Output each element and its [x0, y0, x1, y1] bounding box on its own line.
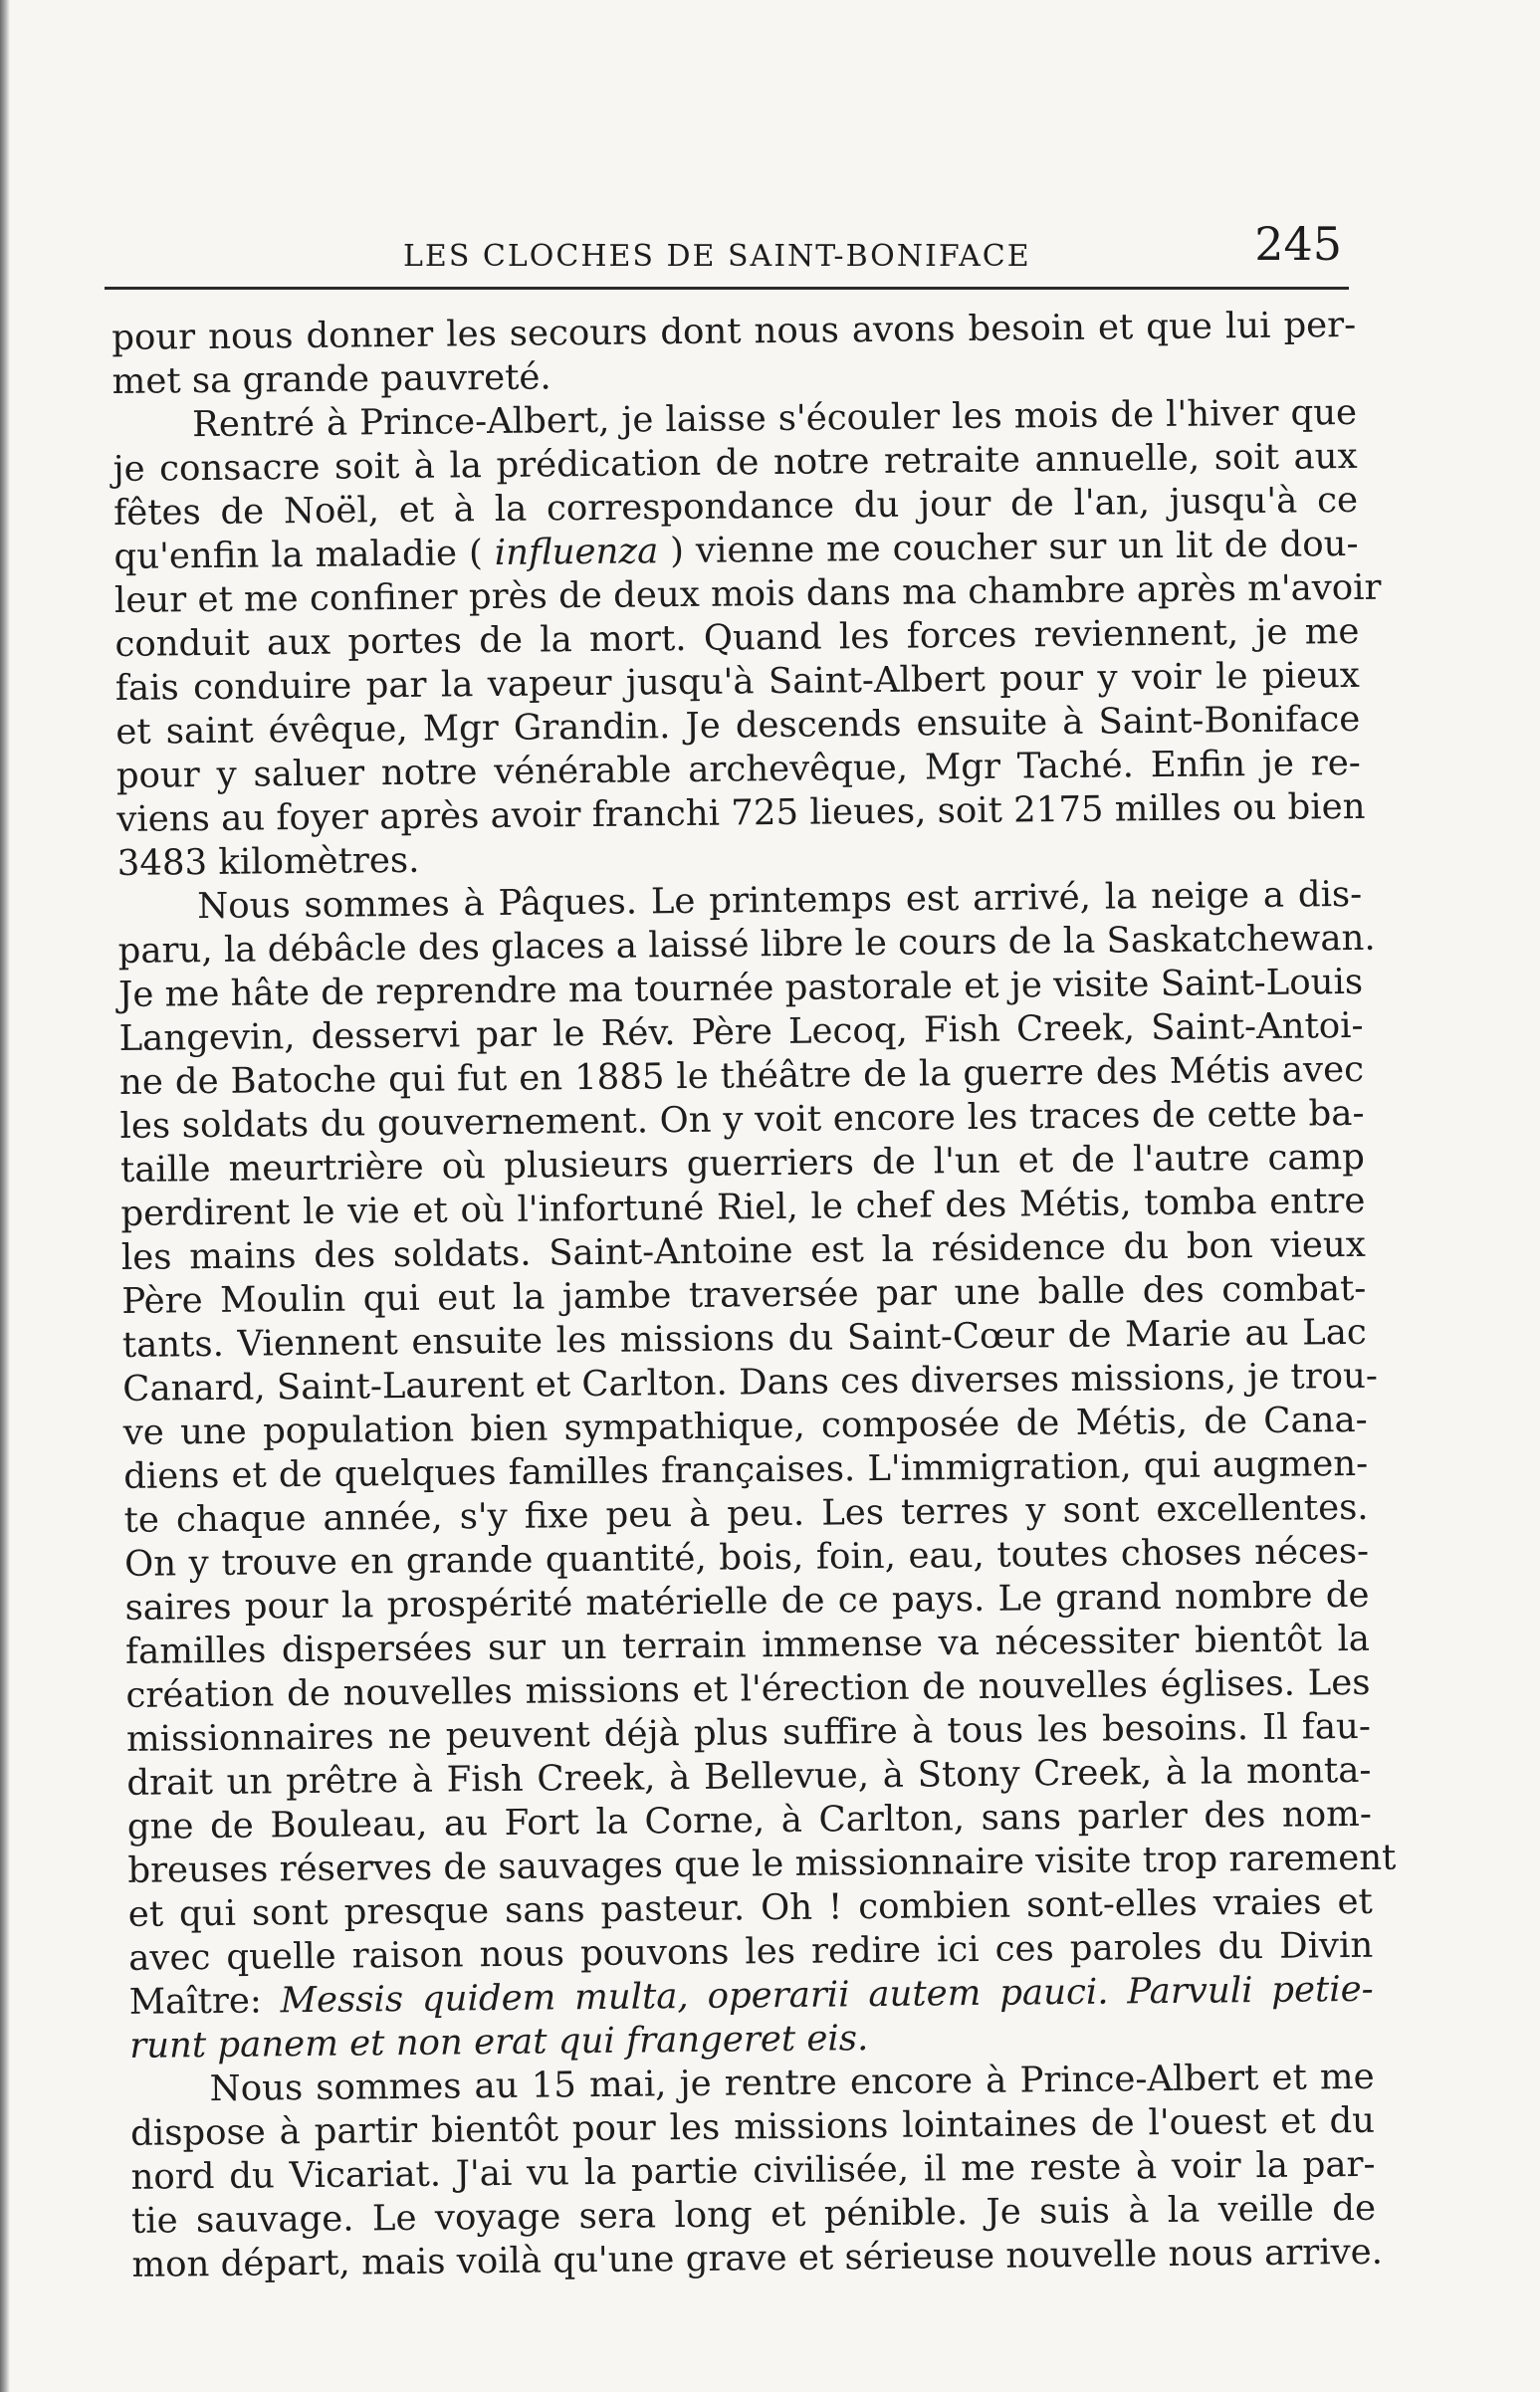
- text-line: Canard, Saint-Laurent et Carlton. Dans ces diverses missions, je trou-: [122, 1355, 1379, 1410]
- text-line: les soldats du gouvernement. On y voit encore les traces de cette ba-: [119, 1092, 1365, 1147]
- text-line: pour y saluer notre vénérable archevêque, Mgr Taché. Enfin je re-: [115, 742, 1361, 796]
- text-line: avec quelle raison nous pouvons les redire ici ces paroles du Divin: [128, 1924, 1374, 1979]
- text-line: conduit aux portes de la mort. Quand les forces reviennent, je me: [114, 610, 1360, 665]
- text-line: runt panem et non erat qui frangeret eis.: [128, 2018, 869, 2066]
- text-line: ve une population bien sympathique, composée de Métis, de Cana-: [122, 1399, 1368, 1453]
- text-line: te chaque année, s'y fixe peu à peu. Les terres y sont excellentes.: [123, 1486, 1369, 1541]
- text-line: drait un prêtre à Fish Creek, à Bellevue, à Stony Creek, à la monta-: [126, 1749, 1372, 1804]
- text-line: Je me hâte de reprendre ma tournée pastorale et je visite Saint-Louis: [117, 961, 1364, 1015]
- text-line: fais conduire par la vapeur jusqu'à Saint-Albert pour y voir le pieux: [114, 654, 1361, 709]
- text-line: missionnaires ne peuvent déjà plus suffire à tous les besoins. Il fau-: [125, 1705, 1372, 1760]
- text-line: diens et de quelques familles françaises. L'immigration, qui augmen-: [122, 1442, 1369, 1497]
- text-line: Père Moulin qui eut la jambe traversée par une balle des combat-: [121, 1267, 1367, 1322]
- text-line: dispose à partir bientôt pour les missions lointaines de l'ouest et du: [129, 2099, 1376, 2154]
- text-line: tants. Viennent ensuite les missions du Saint-Cœur de Marie au Lac: [121, 1311, 1367, 1366]
- text-line: Nous sommes au 15 mai, je rentre encore à Prince-Albert et me: [209, 2056, 1375, 2110]
- header-rule: [105, 287, 1349, 290]
- text-line: nord du Vicariat. J'ai vu la partie civilisée, il me reste à voir la par-: [130, 2143, 1376, 2198]
- text-line: breuses réserves de sauvages que le missionnaire visite trop rarement: [127, 1837, 1397, 1891]
- text-line: taille meurtrière où plusieurs guerriers de l'un et de l'autre camp: [119, 1136, 1366, 1191]
- text-line: gne de Bouleau, au Fort la Corne, à Carlton, sans parler des nom-: [126, 1793, 1373, 1848]
- text-line: leur et me confiner près de deux mois dans ma chambre après m'avoir: [113, 566, 1382, 621]
- text-line: 3483 kilomètres.: [116, 839, 420, 884]
- text-line: familles dispersées sur un terrain immense va nécessiter bientôt la: [124, 1618, 1371, 1672]
- text-line: fêtes de Noël, et à la correspondance du jour de l'an, jusqu'à ce: [112, 479, 1359, 534]
- text-line: tie sauvage. Le voyage sera long et pénible. Je suis à la veille de: [130, 2187, 1377, 2242]
- text-line: et saint évêque, Mgr Grandin. Je descends ensuite à Saint-Boniface: [115, 698, 1361, 753]
- text-line: création de nouvelles missions et l'érection de nouvelles églises. Les: [125, 1661, 1371, 1716]
- text-line: viens au foyer après avoir franchi 725 lieues, soit 2175 milles ou bien: [116, 785, 1366, 840]
- text-line: paru, la débâcle des glaces a laissé libre le cours de la Saskatchewan.: [117, 917, 1376, 972]
- text-line: On y trouve en grande quantité, bois, foin, eau, toutes choses néces-: [123, 1530, 1370, 1585]
- text-line: qu'enfin la maladie ( influenza ) vienne me coucher sur un lit de dou-: [113, 523, 1359, 577]
- text-line: ne de Batoche qui fut en 1885 le théâtre de la guerre des Métis avec: [118, 1048, 1365, 1103]
- text-line: mon départ, mais voilà qu'une grave et sérieuse nouvelle nous arrive.: [131, 2231, 1384, 2285]
- page-number: 245: [1254, 217, 1342, 271]
- text-line: saires pour la prospérité matérielle de ce pays. Le grand nombre de: [124, 1574, 1370, 1629]
- text-line: les mains des soldats. Saint-Antoine est la résidence du bon vieux: [120, 1223, 1367, 1278]
- text-line: pour nous donner les secours dont nous avons besoin et que lui per-: [111, 304, 1357, 358]
- running-title: LES CLOCHES DE SAINT-BONIFACE: [403, 239, 1031, 274]
- body-text: [111, 304, 1397, 2287]
- text-line: Maître: Messis quidem multa, operarii autem pauci. Parvuli petie-: [128, 1968, 1374, 2023]
- text-line: Rentré à Prince-Albert, je laisse s'écouler les mois de l'hiver que: [191, 391, 1358, 446]
- page-header: [105, 209, 1354, 289]
- text-line: perdirent le vie et où l'infortuné Riel, le chef des Métis, tomba entre: [120, 1180, 1366, 1234]
- text-line: et qui sont presque sans pasteur. Oh ! combien sont-elles vraies et: [127, 1880, 1373, 1935]
- text-line: met sa grande pauvreté.: [111, 356, 551, 402]
- text-line: Nous sommes à Pâques. Le printemps est arrivé, la neige a dis-: [196, 873, 1363, 928]
- text-line: Langevin, desservi par le Rév. Père Lecoq, Fish Creek, Saint-Antoi-: [118, 1004, 1364, 1059]
- page-edge-shadow: [0, 0, 10, 2392]
- text-line: je consacre soit à la prédication de notre retraite annuelle, soit aux: [112, 435, 1358, 490]
